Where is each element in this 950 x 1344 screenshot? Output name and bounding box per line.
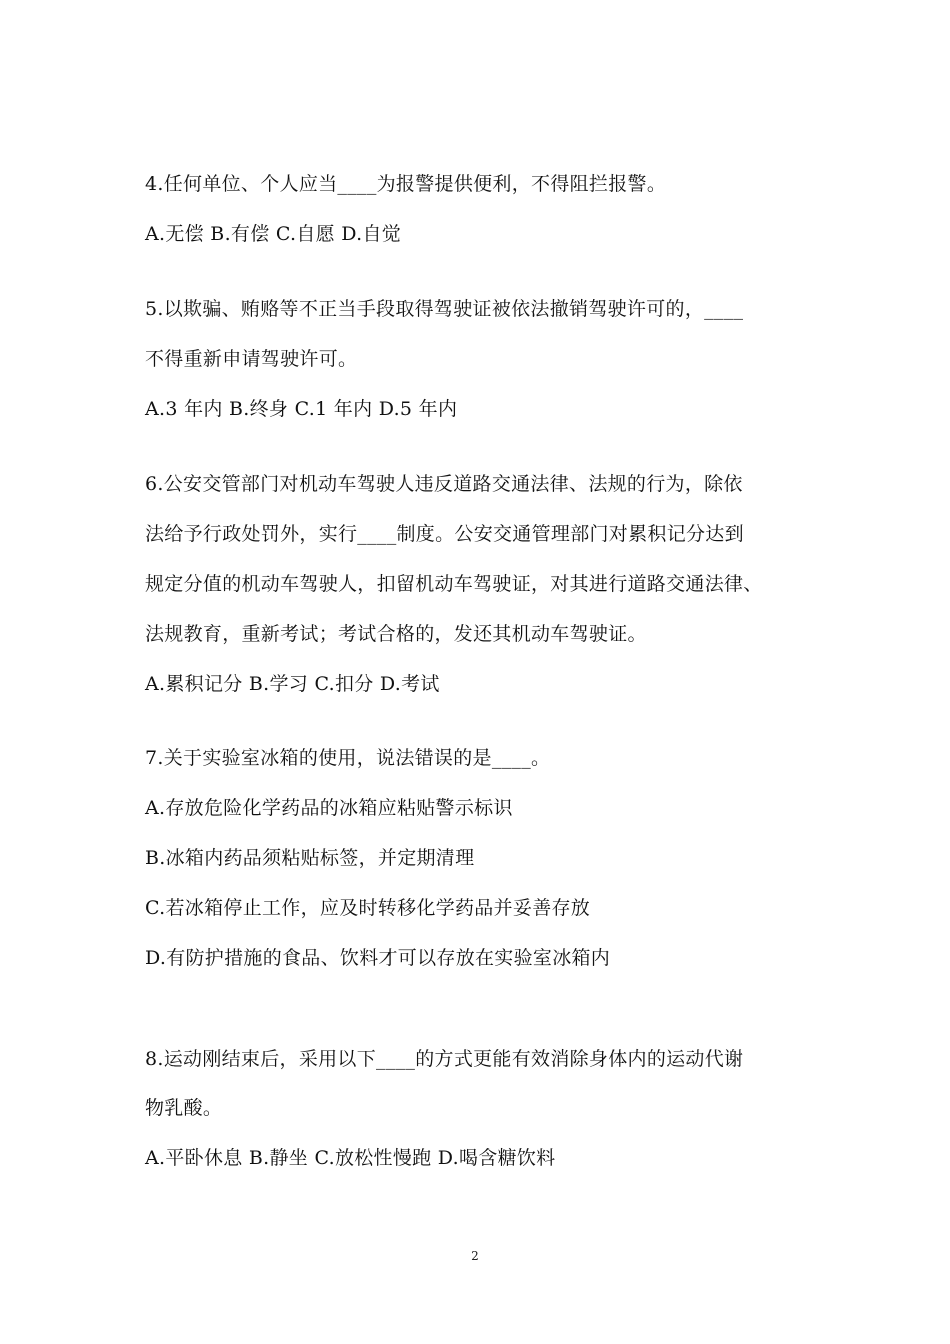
question-8-line-2: 物乳酸。 <box>145 1097 223 1119</box>
question-8-line-1: 8.运动刚结束后，采用以下____的方式更能有效消除身体内的运动代谢 <box>145 1048 744 1070</box>
question-7-option-d: D.有防护措施的食品、饮料才可以存放在实验室冰箱内 <box>145 947 611 969</box>
page-number: 2 <box>471 1249 479 1263</box>
question-4-line-1: 4.任何单位、个人应当____为报警提供便利，不得阻拦报警。 <box>145 173 667 195</box>
question-7-option-a: A.存放危险化学药品的冰箱应粘贴警示标识 <box>145 797 513 819</box>
question-6-line-1: 6.公安交管部门对机动车驾驶人违反道路交通法律、法规的行为，除依 <box>145 473 743 495</box>
question-5-line-1: 5.以欺骗、贿赂等不正当手段取得驾驶证被依法撤销驾驶许可的，____ <box>145 298 744 320</box>
question-4-options: A.无偿 B.有偿 C.自愿 D.自觉 <box>145 223 402 245</box>
question-7-line-1: 7.关于实验室冰箱的使用，说法错误的是____。 <box>145 747 551 769</box>
question-6-line-2: 法给予行政处罚外，实行____制度。公安交通管理部门对累积记分达到 <box>145 523 744 545</box>
question-5-options: A.3 年内 B.终身 C.1 年内 D.5 年内 <box>145 398 458 420</box>
question-6-line-3: 规定分值的机动车驾驶人，扣留机动车驾驶证，对其进行道路交通法律、 <box>145 573 763 595</box>
question-7-option-b: B.冰箱内药品须粘贴标签，并定期清理 <box>145 847 475 869</box>
question-6-line-4: 法规教育，重新考试；考试合格的，发还其机动车驾驶证。 <box>145 623 647 645</box>
question-6-options: A.累积记分 B.学习 C.扣分 D.考试 <box>145 673 440 695</box>
question-5-line-2: 不得重新申请驾驶许可。 <box>145 348 358 370</box>
question-8-options: A.平卧休息 B.静坐 C.放松性慢跑 D.喝含糖饮料 <box>145 1147 556 1169</box>
question-7-option-c: C.若冰箱停止工作，应及时转移化学药品并妥善存放 <box>145 897 591 919</box>
